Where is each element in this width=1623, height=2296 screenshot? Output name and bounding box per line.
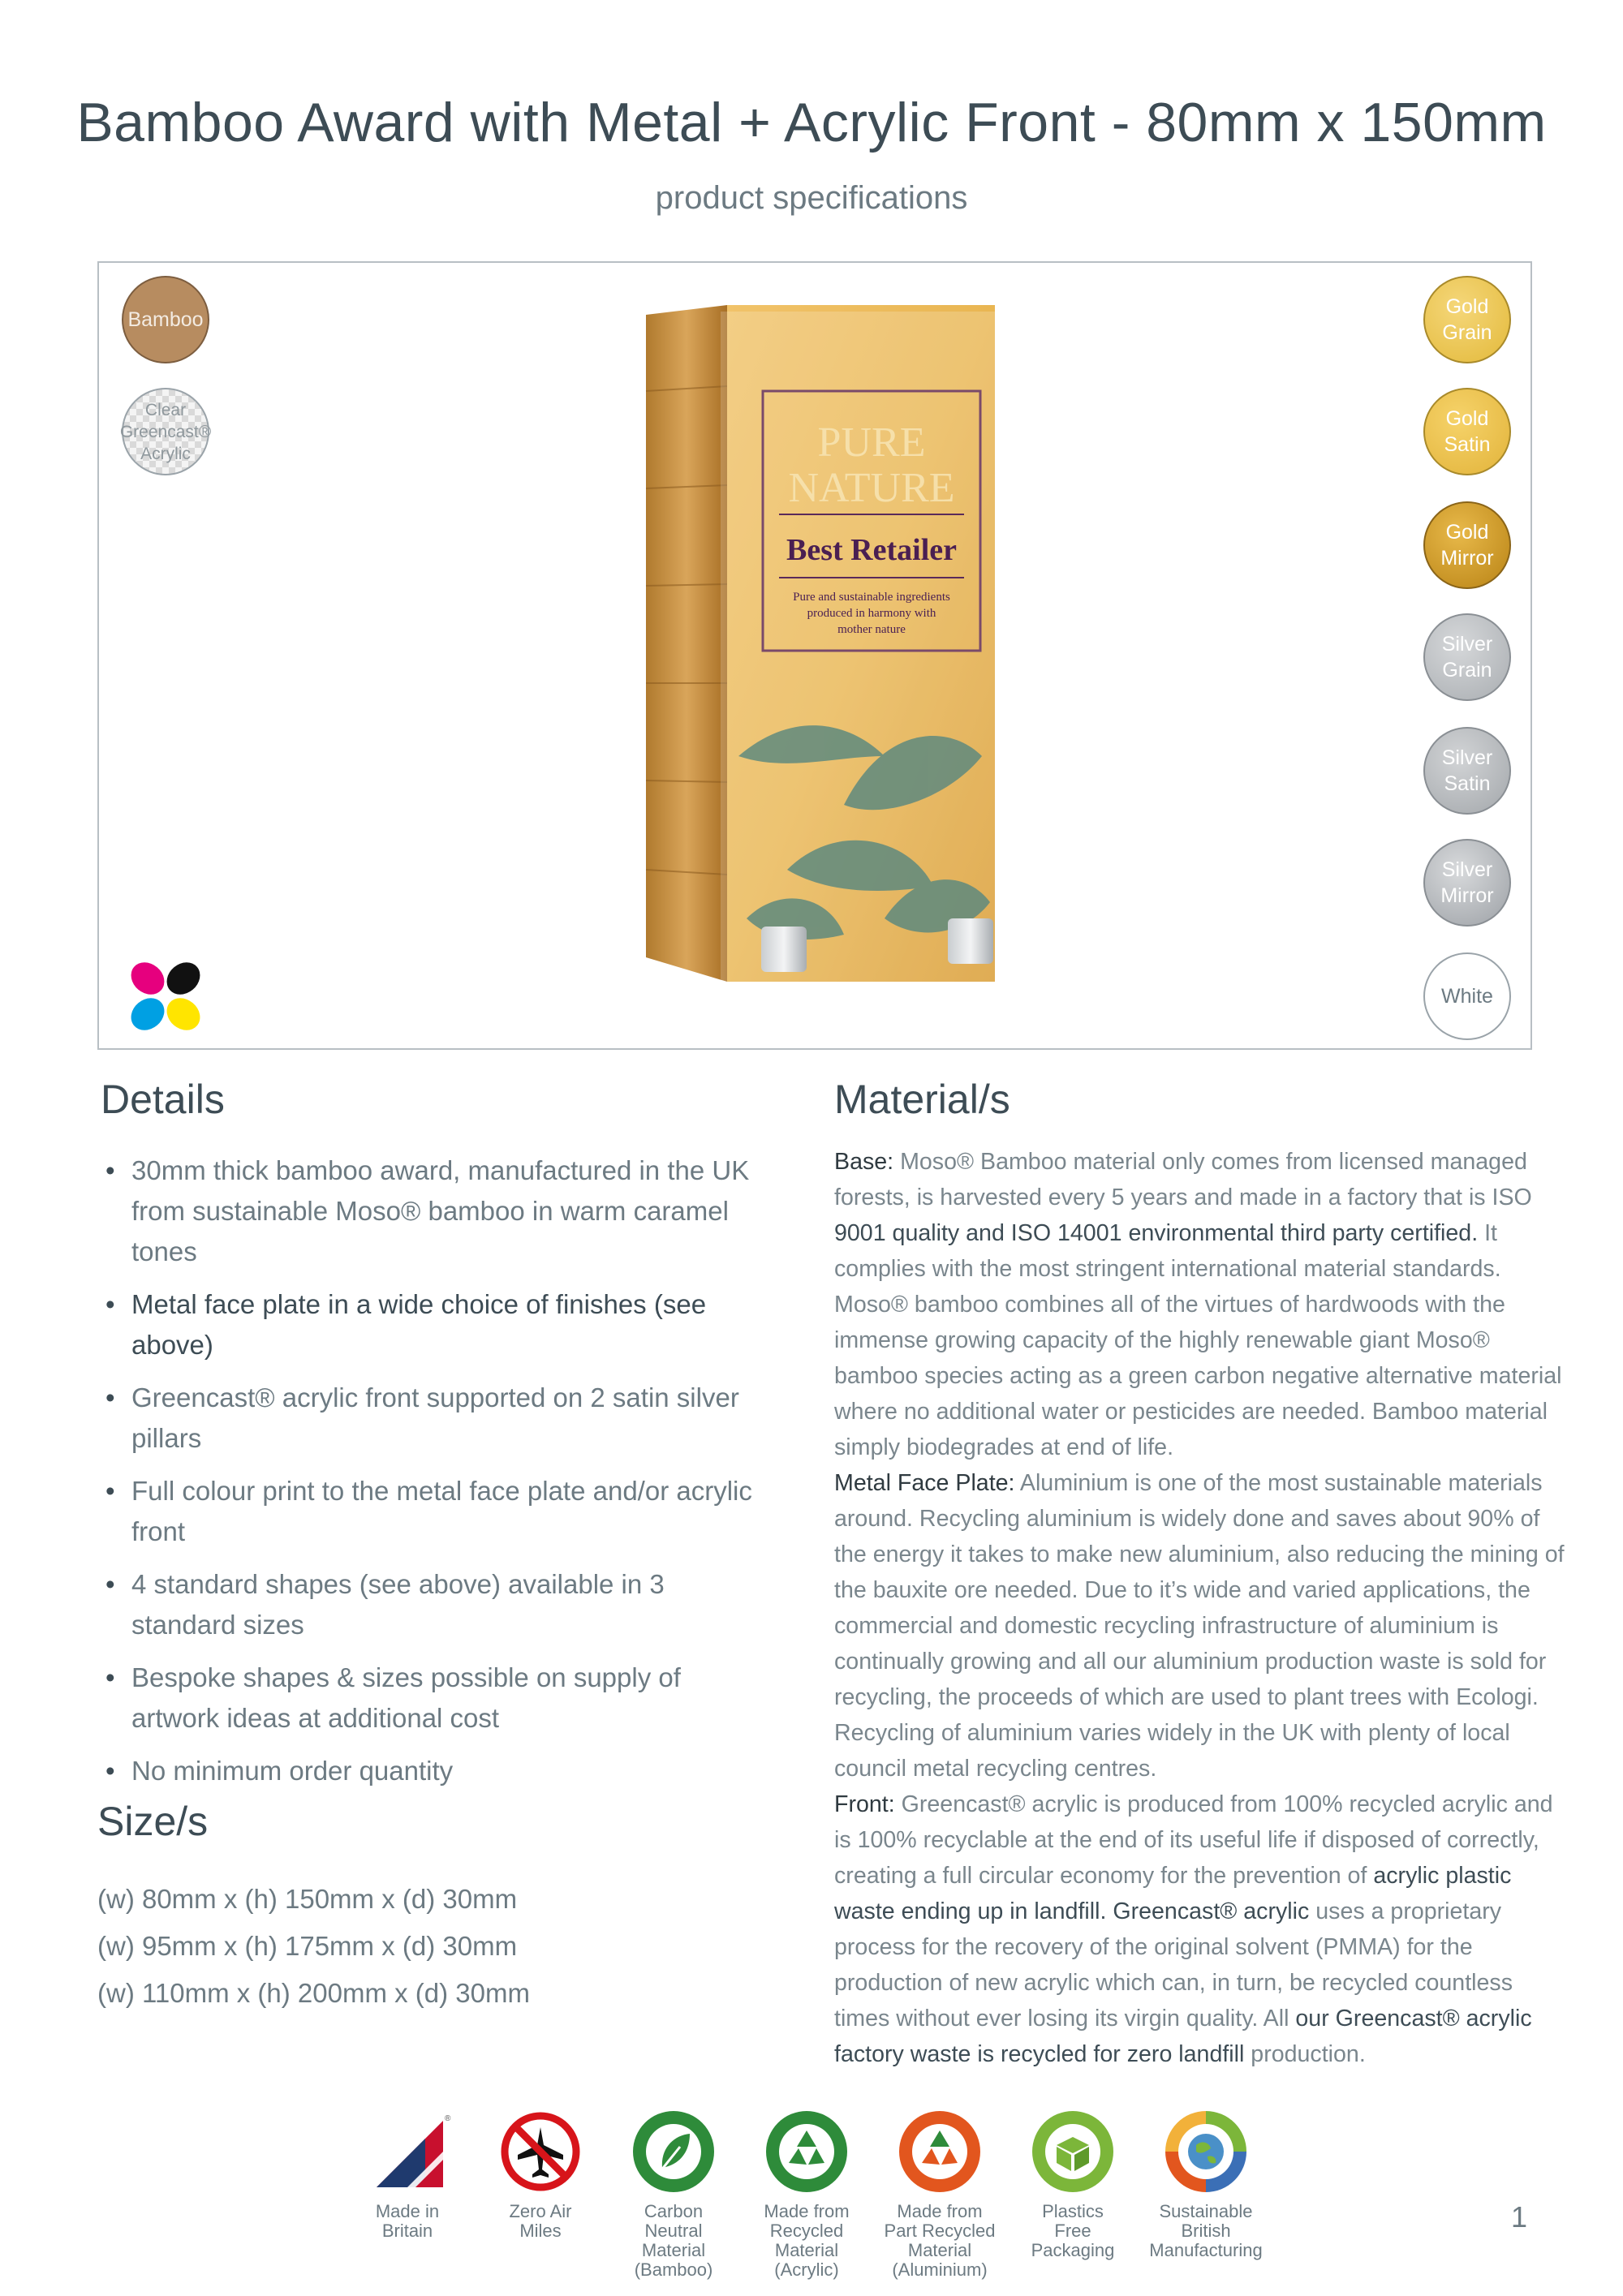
recycle-icon bbox=[764, 2109, 849, 2194]
badge-label: Material bbox=[907, 2240, 972, 2260]
swatch-gold-satin bbox=[1423, 388, 1511, 475]
plate-title-2: NATURE bbox=[788, 465, 955, 511]
badge-part-recycled-aluminium bbox=[883, 2109, 997, 2280]
swatch-label: Grain bbox=[1442, 659, 1492, 681]
badge-made-in-britain bbox=[351, 2109, 464, 2241]
badge-label: (Aluminium) bbox=[892, 2259, 988, 2280]
swatch-label: Satin bbox=[1444, 433, 1491, 456]
swatch-label: Mirror bbox=[1440, 547, 1494, 570]
details-heading: Details bbox=[101, 1077, 225, 1122]
plate-text: produced in harmony with bbox=[807, 607, 936, 620]
svg-text:®: ® bbox=[445, 2114, 451, 2123]
list-item: • 30mm thick bamboo award, manufactured in the UK from sustainable Moso® bamboo in warm caramel tones bbox=[102, 1150, 768, 1272]
list-item: • 4 standard shapes (see above) available in 3 standard sizes bbox=[102, 1564, 768, 1645]
badge-label: Made from bbox=[897, 2201, 983, 2221]
no-plane-icon bbox=[498, 2109, 583, 2194]
badge-sustainable-british-manufacturing bbox=[1149, 2109, 1263, 2260]
swatch-gold-mirror bbox=[1423, 501, 1511, 589]
badge-zero-air-miles bbox=[484, 2109, 597, 2241]
list-item: • Metal face plate in a wide choice of finishes (see above) bbox=[102, 1284, 768, 1365]
swatch-silver-grain bbox=[1423, 613, 1511, 701]
page-title: Bamboo Award with Metal + Acrylic Front - 80mm x 150mm bbox=[76, 92, 1547, 153]
leaf-icon bbox=[631, 2109, 716, 2194]
swatch-label: Acrylic bbox=[140, 444, 191, 463]
badge-label: Free bbox=[1054, 2221, 1091, 2241]
list-item: • No minimum order quantity bbox=[102, 1751, 768, 1791]
plate-text: mother nature bbox=[837, 623, 906, 636]
badge-label: Plastics bbox=[1042, 2201, 1104, 2221]
swatch-clear-acrylic bbox=[119, 388, 212, 475]
cmyk-print-icon bbox=[127, 957, 204, 1035]
swatch-label: Bamboo bbox=[127, 308, 204, 331]
badge-label: Material bbox=[641, 2240, 706, 2260]
badge-label: (Acrylic) bbox=[774, 2259, 839, 2280]
swatch-label: White bbox=[1441, 985, 1493, 1008]
badge-plastics-free-packaging bbox=[1016, 2109, 1130, 2260]
badge-label: Carbon bbox=[644, 2201, 704, 2221]
badge-carbon-neutral bbox=[617, 2109, 730, 2280]
details-list bbox=[102, 1150, 768, 1804]
swatch-label: Silver bbox=[1441, 746, 1493, 769]
box-icon bbox=[1031, 2109, 1115, 2194]
list-item: • Full colour print to the metal face plate and/or acrylic front bbox=[102, 1471, 768, 1552]
plate-heading: Best Retailer bbox=[786, 533, 957, 567]
badge-recycled-acrylic bbox=[750, 2109, 863, 2280]
swatch-label: Gold bbox=[1445, 407, 1489, 430]
swatch-label: Greencast® bbox=[119, 422, 212, 441]
swatch-label: Gold bbox=[1445, 295, 1489, 318]
badge-label: Material bbox=[774, 2240, 839, 2260]
material-base: Base: Moso® Bamboo material only comes from licensed managed forests, is harvested every 5 years and made in a factory that is ISO 9001 quality and ISO 14001 environmental third party certified. It complies with the most stringent international material standards. Moso® bamboo combines all of the virtues of hardwoods with the immense growing capacity of the highly renewable giant Moso® bamboo species acting as a green carbon negative alternative material where no additional water or pesticides are needed. Bamboo material simply biodegrades at end of life. bbox=[834, 1149, 1562, 1460]
plate-text: Pure and sustainable ingredients bbox=[793, 591, 950, 604]
page-number: 1 bbox=[1511, 2200, 1528, 2234]
swatch-gold-grain bbox=[1423, 276, 1511, 363]
badge-label: Zero Air bbox=[509, 2201, 572, 2221]
swatch-bamboo bbox=[122, 276, 209, 363]
globe-icon bbox=[1164, 2109, 1248, 2194]
material-front: Front: Greencast® acrylic is produced from 100% recycled acrylic and is 100% recyclable at the end of its useful life if disposed of correctly, creating a full circular economy for the prevention of acrylic plastic waste ending up in landfill. Greencast® acrylic uses a proprietary process for the recovery of the original solvent (PMMA) for the production of new acrylic which can, in turn, be recycled countless times without ever losing its virgin quality. All our Greencast® acrylic factory waste is recycled for zero landfill production. bbox=[834, 1791, 1553, 2067]
swatch-label: Silver bbox=[1441, 633, 1493, 656]
plate-title-1: PURE bbox=[817, 419, 926, 466]
badge-label: Sustainable bbox=[1159, 2201, 1253, 2221]
badge-label: Part Recycled bbox=[884, 2221, 996, 2241]
swatch-label: Mirror bbox=[1440, 884, 1494, 907]
swatch-label: Satin bbox=[1444, 772, 1491, 795]
badge-label: Neutral bbox=[644, 2221, 703, 2241]
union-flag-icon bbox=[365, 2109, 450, 2194]
sizes-heading: Size/s bbox=[97, 1799, 209, 1844]
material-metal: Metal Face Plate: Aluminium is one of the most sustainable materials around. Recycling aluminium is widely done and saves about 90% of the energy it takes to make new aluminium, also reducing the mining of the bauxite ore needed. Due to it’s wide and varied applications, the commercial and domestic recycling infrastructure of aluminium is continually growing and all our aluminium production waste is sold for recycling, the proceeds of which are used to plant trees with Ecologi. Recycling of aluminium varies widely in the UK with plenty of local council metal recycling centres. bbox=[834, 1470, 1565, 1782]
page-subtitle: product specifications bbox=[655, 180, 968, 216]
swatch-silver-satin bbox=[1423, 727, 1511, 815]
badge-label: Made in bbox=[375, 2201, 440, 2221]
badge-label: Made from bbox=[764, 2201, 850, 2221]
badge-label: Recycled bbox=[769, 2221, 844, 2241]
product-award-illustration bbox=[641, 302, 1031, 1016]
badge-label: (Bamboo) bbox=[634, 2259, 713, 2280]
swatch-label: Gold bbox=[1445, 521, 1489, 544]
materials-body bbox=[834, 1144, 1565, 2072]
list-item: • Greencast® acrylic front supported on 2 satin silver pillars bbox=[102, 1378, 768, 1459]
swatch-label: Silver bbox=[1441, 858, 1493, 881]
size-item: (w) 110mm x (h) 200mm x (d) 30mm bbox=[97, 1978, 530, 2008]
badge-label: Britain bbox=[381, 2221, 433, 2241]
badge-label: Miles bbox=[519, 2221, 562, 2241]
list-item: • Bespoke shapes & sizes possible on supply of artwork ideas at additional cost bbox=[102, 1658, 768, 1739]
size-item: (w) 80mm x (h) 150mm x (d) 30mm bbox=[97, 1884, 518, 1914]
swatch-white bbox=[1423, 952, 1511, 1040]
badge-label: Manufacturing bbox=[1149, 2240, 1263, 2260]
materials-heading: Material/s bbox=[834, 1077, 1010, 1122]
sizes-list bbox=[97, 1876, 530, 2017]
size-item: (w) 95mm x (h) 175mm x (d) 30mm bbox=[97, 1931, 518, 1961]
recycle-icon bbox=[898, 2109, 982, 2194]
swatch-label: Clear bbox=[144, 400, 187, 419]
swatch-label: Grain bbox=[1442, 321, 1492, 344]
swatch-silver-mirror bbox=[1423, 839, 1511, 927]
badge-label: Packaging bbox=[1031, 2240, 1115, 2260]
badge-label: British bbox=[1181, 2221, 1231, 2241]
